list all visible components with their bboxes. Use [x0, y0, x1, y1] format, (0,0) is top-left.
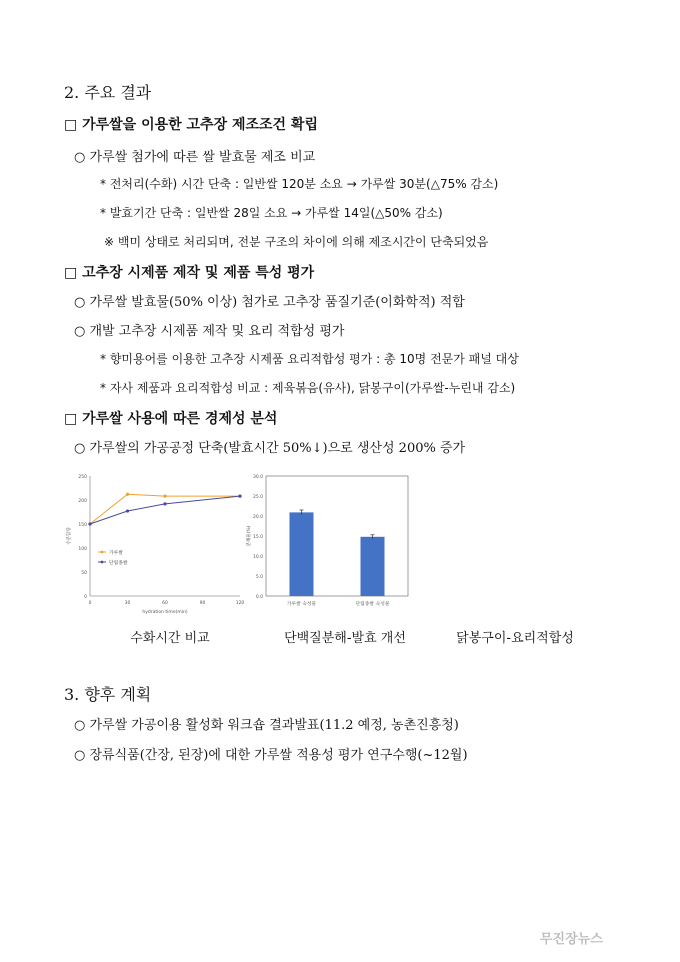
y-tick-label: 5.0 [255, 575, 263, 580]
x-tick-label: 90 [199, 601, 206, 606]
x-tick-label: 30 [124, 601, 131, 606]
y-axis-label: 수분함량 [67, 527, 72, 545]
section-2a-heading: □ 가루쌀을 이용한 고추장 제조조건 확립 [64, 117, 318, 133]
y-tick-label: 25.0 [252, 495, 263, 500]
y-tick-label: 150 [78, 523, 87, 528]
data-point [163, 495, 166, 498]
legend-label: 단립종쌀 [109, 561, 128, 566]
data-point [88, 522, 91, 525]
category-label: 가루쌀 숙성물 [286, 602, 317, 607]
hydration-line-chart [64, 468, 254, 618]
y-tick-label: 15.0 [252, 535, 263, 540]
bullet-2b-1: ○ 가루쌀 발효물(50% 이상) 첨가로 고추장 품질기준(이화학적) 적합 [74, 295, 465, 310]
y-tick-label: 250 [78, 475, 87, 480]
y-axis-label: 분해율(%) [247, 525, 252, 547]
bullet-2c-1: ○ 가루쌀의 가공공정 단축(발효시간 50%↓)으로 생산성 200% 증가 [74, 441, 466, 456]
caption-hydration: 수화시간 비교 [130, 631, 210, 646]
sub-bullet-2b-2-ii: * 자사 제품과 요리적합성 비교 : 제육볶음(유사), 닭봉구이(가루쌀-누린내 감소) [100, 381, 516, 395]
bullet-3-1: ○ 가루쌀 가공이용 활성화 워크숍 결과발표(11.2 예정, 농촌진흥청) [74, 718, 459, 733]
sub-bullet-2a-1-i: * 전처리(수화) 시간 단축 : 일반쌀 120분 소요 → 가루쌀 30분(△75% 감소) [100, 177, 499, 191]
x-tick-label: 120 [235, 601, 245, 606]
bullet-3-2: ○ 장류식품(간장, 된장)에 대한 가루쌀 적용성 평가 연구수행(~12월) [74, 748, 468, 763]
section-2c-heading: □ 가루쌀 사용에 따른 경제성 분석 [64, 411, 278, 427]
y-tick-label: 10.0 [252, 555, 263, 560]
note-2a: ※ 백미 상태로 처리되며, 전분 구조의 차이에 의해 제조시간이 단축되었음 [104, 235, 489, 249]
y-tick-label: 0 [84, 595, 87, 600]
y-tick-label: 0.0 [255, 595, 263, 600]
legend-marker [101, 551, 104, 554]
section-2-title: 2. 주요 결과 [64, 83, 152, 102]
x-axis-label: hydration time(min) [142, 610, 188, 615]
y-tick-label: 200 [78, 499, 87, 504]
y-tick-label: 50 [81, 571, 87, 576]
proteolysis-bar-chart [240, 470, 420, 620]
y-tick-label: 100 [78, 547, 87, 552]
sub-bullet-2a-1-ii: * 발효기간 단축 : 일반쌀 28일 소요 → 가루쌀 14일(△50% 감소) [100, 206, 443, 220]
x-tick-label: 0 [88, 601, 92, 606]
caption-proteolysis: 단백질분해-발효 개선 [284, 631, 406, 646]
plot-frame [266, 476, 408, 596]
data-point [163, 502, 166, 505]
y-tick-label: 20.0 [252, 515, 263, 520]
bar [361, 537, 385, 596]
x-tick-label: 60 [162, 601, 168, 606]
bullet-2b-2: ○ 개발 고추장 시제품 제작 및 요리 적합성 평가 [74, 324, 345, 339]
caption-cooking: 닭봉구이-요리적합성 [456, 631, 574, 646]
series-line-2 [90, 496, 240, 524]
bullet-2a-1: ○ 가루쌀 첨가에 따른 쌀 발효물 제조 비교 [74, 150, 316, 165]
category-label: 단립종쌀 숙성물 [355, 602, 390, 607]
legend-marker [101, 561, 104, 564]
section-3-title: 3. 향후 계획 [64, 685, 152, 704]
bar [290, 512, 314, 596]
watermark-logo: 무진장뉴스 [540, 932, 603, 947]
data-point [126, 509, 129, 512]
legend-label: 가루쌀 [109, 551, 123, 556]
section-2b-heading: □ 고추장 시제품 제작 및 제품 특성 평가 [64, 265, 315, 281]
y-tick-label: 30.0 [252, 475, 263, 480]
sub-bullet-2b-2-i: * 향미용어를 이용한 고추장 시제품 요리적합성 평가 : 총 10명 전문가 패널 대상 [100, 352, 519, 366]
data-point [126, 493, 129, 496]
